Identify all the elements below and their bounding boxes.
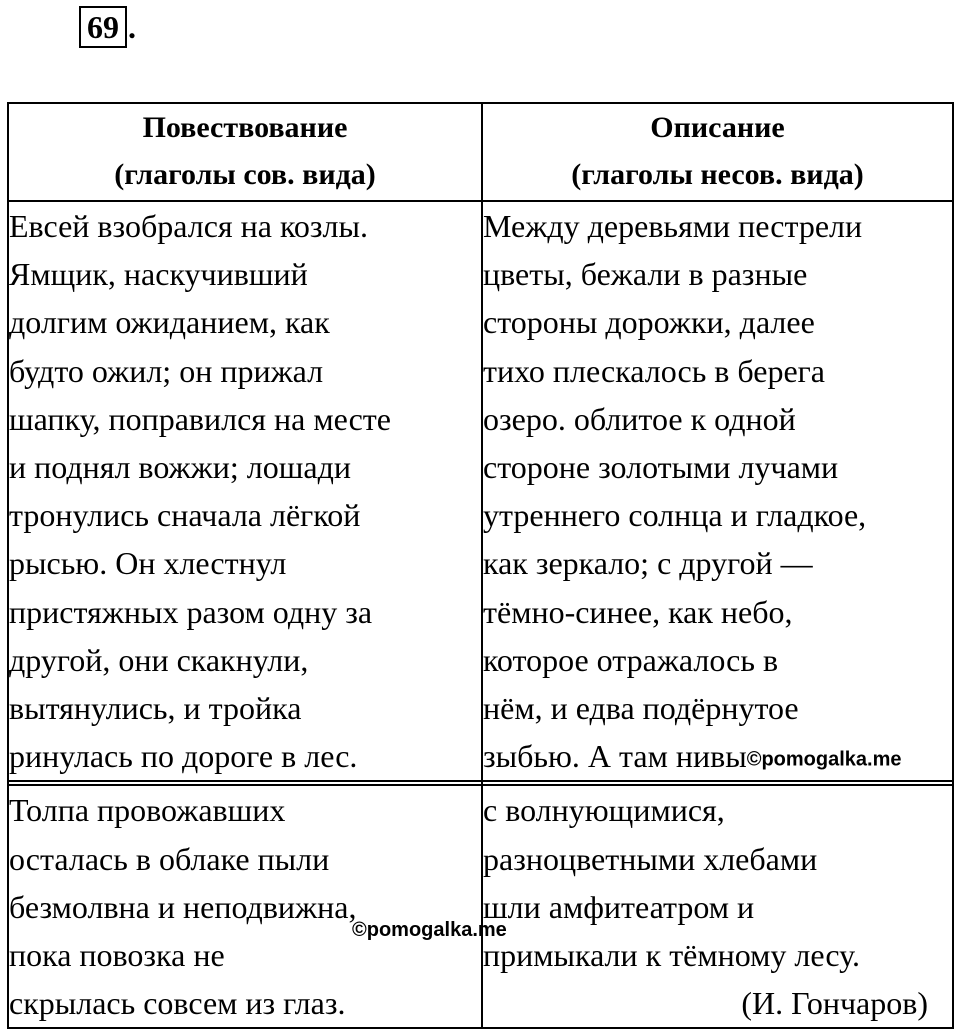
text-line: утреннего солнца и гладкое, [483,497,867,534]
text-line: тёмно-синее, как небо, [483,593,793,630]
header-description-title: Описание [650,111,785,144]
text-line: разноцветными хлебами [483,840,818,877]
text-line: Евсей взобрался на козлы. [9,208,368,244]
text-line: тронулись сначала лёгкой [9,497,361,534]
text-line: стороны дорожки, далее [483,304,815,341]
header-narration [8,103,482,201]
description-cell-1 [482,201,953,781]
header-description-subtitle: (глаголы несов. вида) [571,158,864,191]
exercise-number-dot: . [128,9,136,45]
header-narration-title: Повествование [142,111,348,144]
text-line: вытянулись, и тройка [9,690,302,727]
text-line: Ямщик, наскучивший [9,256,308,293]
text-line: стороне золотыми лучами [483,449,839,486]
text-line: Толпа провожавших [9,792,286,829]
header-narration-subtitle: (глаголы сов. вида) [114,158,376,191]
text-line: ринулась по дороге в лес. [9,738,358,775]
watermark-inline: ©pomogalka.me [746,748,902,771]
text-line: примыкали к тёмному лесу. [483,937,860,974]
text-line: пристяжных разом одну за [9,593,373,630]
narration-cell-2 [8,785,482,1028]
text-line: безмолвна и неподвижна, [9,888,357,925]
table-header-row [8,103,953,201]
watermark-center: ©pomogalka.me [352,919,507,941]
text-line: тихо плескалось в берега [483,352,825,389]
text-line-content: зыбью. А там нивы [483,738,747,775]
text-line: рысью. Он хлестнул [9,545,287,582]
text-line: шапку, поправился на месте [9,400,391,437]
comparison-table [7,102,954,1029]
text-line: которое отражалось в [483,641,779,678]
text-line: нём, и едва подёрнутое [483,690,799,727]
text-line: цветы, бежали в разные [483,256,808,293]
text-line: скрылась совсем из глаз. [9,985,346,1022]
text-line: долгим ожиданием, как [9,304,330,341]
description-cell-2 [482,785,953,1028]
author-attribution: (И. Гончаров) [741,985,928,1022]
text-line: с волнующимися, [483,792,725,829]
text-line: осталась в облаке пыли [9,840,330,877]
text-line: озеро. облитое к одной [483,400,796,437]
table-row [8,201,953,781]
text-line: как зеркало; с другой — [483,545,813,582]
text-line: другой, они скакнули, [9,641,309,678]
narration-cell-1 [8,201,482,781]
exercise-number-box: 69 [79,6,127,48]
header-description [482,103,953,201]
text-line [483,732,952,780]
text-line: и поднял вожжи; лошади [9,449,351,486]
exercise-number [79,6,136,48]
table-row [8,785,953,1028]
text-line: Между деревьями пестрели [483,208,863,244]
text-line: шли амфитеатром и [483,888,755,925]
text-line: пока повозка не [9,937,225,974]
text-line: будто ожил; он прижал [9,352,324,389]
